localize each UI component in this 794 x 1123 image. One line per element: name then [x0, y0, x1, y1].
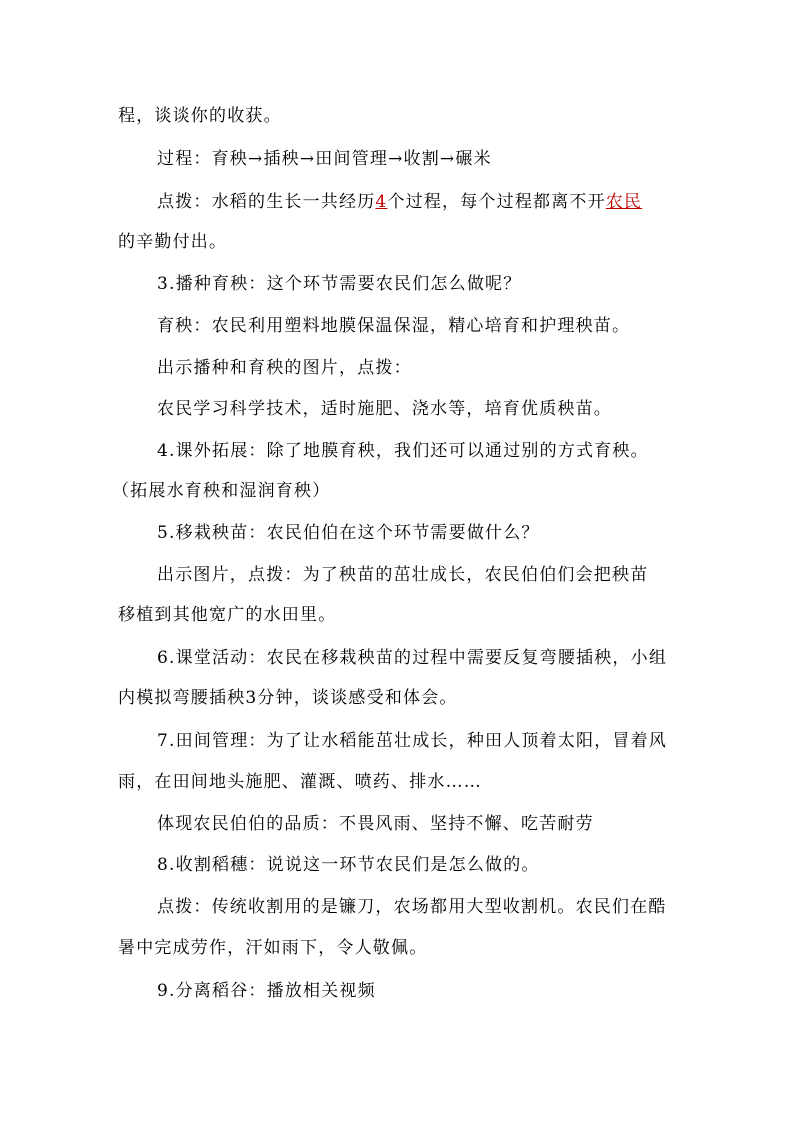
text-line: 移植到其他宽广的水田里。 — [118, 605, 337, 625]
text-line: 育秧：农民利用塑料地膜保温保湿，精心培育和护理秧苗。 — [157, 316, 631, 336]
text-line: 出示图片，点拨：为了秧苗的茁壮成长，农民伯伯们会把秧苗 — [157, 565, 649, 585]
text-line: 过程：育秧→插秧→田间管理→收割→碾米 — [157, 149, 492, 169]
text-line: 雨，在田间地头施肥、灌溉、喷药、排水…… — [118, 772, 482, 792]
text-line: 农民学习科学技术，适时施肥、浇水等，培育优质秧苗。 — [157, 399, 612, 419]
text-line — [157, 190, 717, 214]
text-line: 内模拟弯腰插秧3分钟，谈谈感受和体会。 — [118, 688, 458, 708]
text-line: 点拨：传统收割用的是镰刀，农场都用大型收割机。农民们在酷 — [157, 897, 667, 917]
highlight-word: 农民 — [605, 192, 643, 212]
highlight-number: 4 — [375, 192, 388, 212]
text-line: 5.移栽秧苗：农民伯伯在这个环节需要做什么？ — [157, 523, 540, 543]
text-line: 9.分离稻谷：播放相关视频 — [157, 981, 376, 1001]
text-span: 点拨：水稻的生长一共经历 — [157, 192, 376, 212]
text-line: 暑中完成劳作，汗如雨下，令人敬佩。 — [118, 938, 428, 958]
text-line: 出示播种和育秧的图片，点拨： — [157, 358, 412, 378]
text-line: 4.课外拓展：除了地膜育秧，我们还可以通过别的方式育秧。 — [157, 441, 649, 461]
text-line: 的辛勤付出。 — [118, 232, 228, 252]
text-line: （拓展水育秧和湿润育秧） — [112, 481, 331, 501]
text-line: 8.收割稻穗：说说这一环节农民们是怎么做的。 — [157, 855, 540, 875]
text-line: 6.课堂活动：农民在移栽秧苗的过程中需要反复弯腰插秧，小组 — [157, 648, 668, 668]
text-line: 7.田间管理：为了让水稻能茁壮成长，种田人顶着太阳，冒着风 — [157, 731, 668, 751]
text-line: 体现农民伯伯的品质：不畏风雨、坚持不懈、吃苦耐劳 — [157, 814, 594, 834]
text-span: 个过程，每个过程都离不开 — [387, 192, 606, 212]
text-line: 3.播种育秧：这个环节需要农民们怎么做呢？ — [157, 274, 522, 294]
text-line: 程，谈谈你的收获。 — [118, 106, 282, 126]
